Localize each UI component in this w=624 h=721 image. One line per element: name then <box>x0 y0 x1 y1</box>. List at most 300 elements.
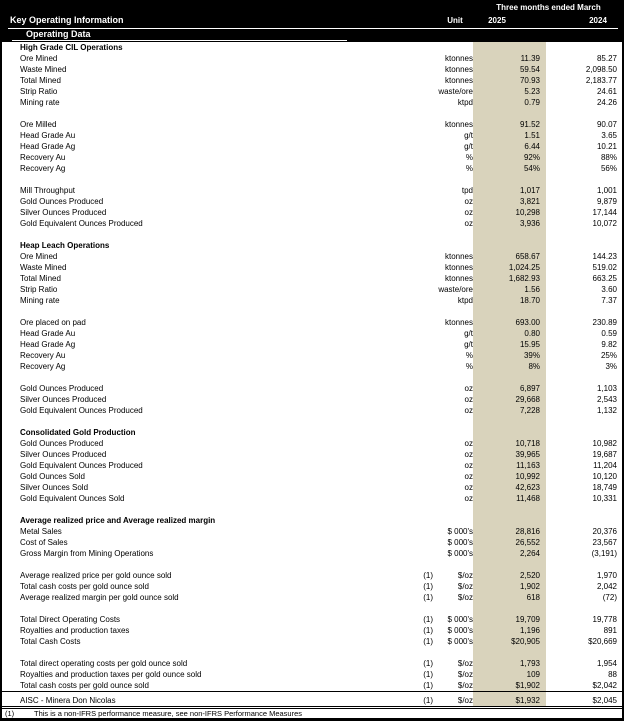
footnote-ref <box>399 317 433 328</box>
table-row <box>2 592 622 603</box>
unit-cell: oz <box>464 483 473 492</box>
value-2025: 1,902 <box>473 581 546 592</box>
unit-cell: oz <box>464 197 473 206</box>
value-2025 <box>473 229 546 240</box>
footnote-ref: (1) <box>423 696 433 705</box>
row-label: Waste Mined <box>20 65 67 74</box>
footnote-ref <box>399 306 433 317</box>
row-label: High Grade CIL Operations <box>20 43 123 52</box>
table-row <box>2 449 622 460</box>
footnote-ref: (1) <box>423 571 433 580</box>
value-2025: 1,682.93 <box>473 273 546 284</box>
table-row <box>2 152 622 163</box>
value-2024: 230.89 <box>592 318 617 327</box>
spacer-row <box>2 647 622 658</box>
unit-cell: $ 000's <box>447 549 473 558</box>
unit-cell: ktonnes <box>444 263 473 272</box>
row-label: Recovery Au <box>20 351 66 360</box>
footnote-ref: (1) <box>423 637 433 646</box>
row-label <box>2 174 399 185</box>
value-2024: 10.21 <box>596 142 617 151</box>
value-2024 <box>546 416 622 427</box>
value-2025: $1,902 <box>473 680 546 691</box>
row-label: Gold Equivalent Ounces Produced <box>20 406 143 415</box>
footnote-ref <box>399 218 433 229</box>
unit-cell: g/t <box>464 131 473 140</box>
unit-cell: % <box>465 153 473 162</box>
value-2025: 54% <box>473 163 546 174</box>
row-label <box>2 603 399 614</box>
value-2025 <box>473 559 546 570</box>
table-row <box>2 273 622 284</box>
footnote-ref <box>399 537 433 548</box>
footnote-ref <box>399 427 433 438</box>
unit-cell: % <box>465 362 473 371</box>
value-2025: 5.23 <box>473 86 546 97</box>
row-label: Head Grade Au <box>20 131 76 140</box>
table-row <box>2 207 622 218</box>
row-label <box>2 108 399 119</box>
value-2025: 109 <box>473 669 546 680</box>
value-2025: 70.93 <box>473 75 546 86</box>
value-2024: 10,331 <box>592 494 617 503</box>
table-row <box>2 537 622 548</box>
value-2024: $2,042 <box>592 681 617 690</box>
row-label <box>2 306 399 317</box>
row-label: Strip Ratio <box>20 87 58 96</box>
row-label: Ore Milled <box>20 120 57 129</box>
row-label: Consolidated Gold Production <box>20 428 136 437</box>
row-label: Gold Equivalent Ounces Sold <box>20 494 125 503</box>
value-2024: 3.60 <box>601 285 617 294</box>
value-2024 <box>546 603 622 614</box>
value-2025: 39% <box>473 350 546 361</box>
value-2025: $20,905 <box>473 636 546 647</box>
value-2024 <box>546 306 622 317</box>
footnote-ref <box>399 108 433 119</box>
unit-cell <box>433 372 473 383</box>
unit-cell: oz <box>464 395 473 404</box>
section-row <box>2 42 622 53</box>
unit-cell: ktpd <box>457 98 473 107</box>
section-row <box>2 240 622 251</box>
value-2025: 28,816 <box>473 526 546 537</box>
value-2024: 9.82 <box>601 340 617 349</box>
row-label <box>2 416 399 427</box>
year-2025-column-header: 2025 <box>488 16 506 25</box>
row-label: Heap Leach Operations <box>20 241 110 250</box>
spacer-row <box>2 229 622 240</box>
value-2025: 6,897 <box>473 383 546 394</box>
table-row <box>2 317 622 328</box>
value-2025: 0.80 <box>473 328 546 339</box>
spacer-row <box>2 108 622 119</box>
value-2024: 519.02 <box>592 263 617 272</box>
value-2024: 25% <box>600 351 617 360</box>
spacer-row <box>2 174 622 185</box>
value-2024: 3% <box>605 362 617 371</box>
footnote-ref <box>399 361 433 372</box>
unit-cell: ktonnes <box>444 274 473 283</box>
unit-cell: g/t <box>464 340 473 349</box>
value-2024: (3,191) <box>591 549 617 558</box>
footnote-ref <box>399 42 433 53</box>
unit-cell <box>433 306 473 317</box>
row-label: Total cash costs per gold ounce sold <box>20 681 149 690</box>
value-2024 <box>546 42 622 53</box>
row-label: Silver Ounces Sold <box>20 483 89 492</box>
value-2024 <box>546 174 622 185</box>
value-2025 <box>473 416 546 427</box>
value-2024: 24.26 <box>596 98 617 107</box>
table-row <box>2 339 622 350</box>
footnote-ref <box>399 152 433 163</box>
unit-cell: ktonnes <box>444 252 473 261</box>
unit-cell: $/oz <box>457 571 473 580</box>
unit-cell: g/t <box>464 329 473 338</box>
row-label: Total direct operating costs per gold ounce sold <box>20 659 188 668</box>
footnote-ref <box>399 482 433 493</box>
value-2025: 29,668 <box>473 394 546 405</box>
table-row <box>2 262 622 273</box>
value-2025: 92% <box>473 152 546 163</box>
footnote-ref <box>399 185 433 196</box>
table-row <box>2 614 622 625</box>
footnote-ref <box>399 163 433 174</box>
row-label: Gold Equivalent Ounces Produced <box>20 461 143 470</box>
value-2025: 2,520 <box>473 570 546 581</box>
table-row <box>2 119 622 130</box>
footnote-ref: (1) <box>423 615 433 624</box>
unit-cell <box>433 174 473 185</box>
spacer-row <box>2 559 622 570</box>
table-row <box>2 695 622 706</box>
row-label: Gold Ounces Produced <box>20 384 104 393</box>
value-2024: 10,982 <box>592 439 617 448</box>
footnote-ref <box>399 603 433 614</box>
footnote-ref <box>399 449 433 460</box>
unit-cell: $/oz <box>457 696 473 705</box>
unit-cell: ktonnes <box>444 65 473 74</box>
value-2024: 56% <box>600 164 617 173</box>
row-label <box>2 504 399 515</box>
value-2025: 39,965 <box>473 449 546 460</box>
row-label: AISC - Minera Don Nicolas <box>20 696 116 705</box>
value-2024: 10,120 <box>592 472 617 481</box>
value-2024: 17,144 <box>592 208 617 217</box>
unit-cell: oz <box>464 384 473 393</box>
footnote-ref <box>399 493 433 504</box>
row-label: Gold Ounces Produced <box>20 197 104 206</box>
footnote-row <box>2 709 622 718</box>
value-2025: 1,196 <box>473 625 546 636</box>
footnote-ref <box>399 174 433 185</box>
unit-cell: oz <box>464 494 473 503</box>
value-2025: 658.67 <box>473 251 546 262</box>
unit-cell: ktonnes <box>444 54 473 63</box>
footnote-ref <box>399 515 433 526</box>
row-label: Total Cash Costs <box>20 637 81 646</box>
value-2025: 0.79 <box>473 97 546 108</box>
table-row <box>2 185 622 196</box>
table-row <box>2 636 622 647</box>
table-row <box>2 86 622 97</box>
table-row <box>2 383 622 394</box>
value-2025 <box>473 603 546 614</box>
value-2025: 26,552 <box>473 537 546 548</box>
value-2025: 10,718 <box>473 438 546 449</box>
page-title: Key Operating Information <box>10 15 124 25</box>
value-2025: $1,932 <box>473 695 546 706</box>
unit-cell: oz <box>464 406 473 415</box>
table-row <box>2 163 622 174</box>
unit-cell: oz <box>464 461 473 470</box>
footnote-ref <box>399 130 433 141</box>
value-2025: 7,228 <box>473 405 546 416</box>
value-2025: 18.70 <box>473 295 546 306</box>
footnote-ref <box>399 416 433 427</box>
value-2024: 18,749 <box>592 483 617 492</box>
spacer-row <box>2 416 622 427</box>
unit-cell <box>433 108 473 119</box>
value-2024: 11,204 <box>593 461 617 470</box>
row-label: Silver Ounces Produced <box>20 208 107 217</box>
unit-cell: $ 000's <box>447 637 473 646</box>
row-label: Head Grade Au <box>20 329 76 338</box>
value-2024: 1,132 <box>596 406 617 415</box>
footnote-ref <box>399 207 433 218</box>
row-label: Total Mined <box>20 76 61 85</box>
value-2024: 144.23 <box>592 252 617 261</box>
table-row <box>2 361 622 372</box>
value-2025 <box>473 174 546 185</box>
table-row <box>2 625 622 636</box>
period-label: Three months ended March <box>496 3 601 12</box>
unit-cell <box>433 416 473 427</box>
table-row <box>2 141 622 152</box>
footnote-ref <box>399 350 433 361</box>
row-label: Silver Ounces Produced <box>20 450 107 459</box>
row-label: Recovery Ag <box>20 362 66 371</box>
row-label: Head Grade Ag <box>20 142 76 151</box>
value-2024: 19,687 <box>592 450 617 459</box>
value-2024 <box>546 515 622 526</box>
value-2024: 2,543 <box>596 395 617 404</box>
value-2024: 88 <box>608 670 617 679</box>
value-2024: 23,567 <box>592 538 617 547</box>
row-label: Average realized margin per gold ounce sold <box>20 593 179 602</box>
footnote-ref <box>399 251 433 262</box>
unit-cell <box>433 240 473 251</box>
value-2024: 10,072 <box>592 219 617 228</box>
footnote-ref <box>399 119 433 130</box>
footnote-ref <box>399 394 433 405</box>
value-2025 <box>473 306 546 317</box>
value-2025: 3,936 <box>473 218 546 229</box>
footnote-ref <box>399 284 433 295</box>
value-2025: 11,468 <box>473 493 546 504</box>
value-2024 <box>546 229 622 240</box>
footnote-ref <box>399 141 433 152</box>
value-2024 <box>546 504 622 515</box>
value-2024 <box>546 240 622 251</box>
table-row <box>2 526 622 537</box>
footnote-ref <box>399 647 433 658</box>
row-label: Mining rate <box>20 296 60 305</box>
value-2024: 9,879 <box>596 197 617 206</box>
row-label <box>2 559 399 570</box>
value-2025: 6.44 <box>473 141 546 152</box>
unit-cell: ktpd <box>457 296 473 305</box>
unit-cell: ktonnes <box>444 120 473 129</box>
unit-cell: % <box>465 164 473 173</box>
value-2025 <box>473 42 546 53</box>
footnote-ref <box>399 526 433 537</box>
table-row <box>2 97 622 108</box>
value-2024 <box>546 559 622 570</box>
value-2025: 10,992 <box>473 471 546 482</box>
section-subtitle: Operating Data <box>26 29 91 39</box>
row-label: Strip Ratio <box>20 285 58 294</box>
row-label: Mill Throughput <box>20 186 75 195</box>
value-2025 <box>473 647 546 658</box>
value-2024: 1,001 <box>596 186 617 195</box>
value-2025 <box>473 504 546 515</box>
value-2025 <box>473 108 546 119</box>
row-label <box>2 647 399 658</box>
row-label: Gross Margin from Mining Operations <box>20 549 154 558</box>
unit-cell: oz <box>464 219 473 228</box>
header-underline <box>8 28 618 29</box>
unit-cell: $/oz <box>457 670 473 679</box>
row-label: Gold Equivalent Ounces Produced <box>20 219 143 228</box>
table-row <box>2 218 622 229</box>
row-label: Metal Sales <box>20 527 62 536</box>
table-row <box>2 64 622 75</box>
unit-cell: oz <box>464 208 473 217</box>
footnote-ref <box>399 328 433 339</box>
row-label: Average realized price and Average realized margin <box>20 516 216 525</box>
value-2025 <box>473 515 546 526</box>
footnote-marker: (1) <box>5 709 15 718</box>
footnote-ref <box>399 504 433 515</box>
unit-cell: waste/ore <box>438 87 473 96</box>
table-row <box>2 581 622 592</box>
table-row <box>2 328 622 339</box>
table-row <box>2 405 622 416</box>
unit-cell: $/oz <box>457 582 473 591</box>
row-label: Total Direct Operating Costs <box>20 615 121 624</box>
value-2024: 2,183.77 <box>585 76 617 85</box>
footnote-ref: (1) <box>423 593 433 602</box>
footnote-ref <box>399 438 433 449</box>
row-label: Recovery Au <box>20 153 66 162</box>
footnote-ref <box>399 97 433 108</box>
footnote-ref: (1) <box>423 626 433 635</box>
unit-cell: tpd <box>461 186 473 195</box>
value-2025: 1,024.25 <box>473 262 546 273</box>
value-2024: 88% <box>600 153 617 162</box>
value-2024: 663.25 <box>592 274 617 283</box>
value-2025: 59.54 <box>473 64 546 75</box>
value-2024: 2,042 <box>596 582 617 591</box>
footnote-ref <box>399 471 433 482</box>
row-label: Royalties and production taxes <box>20 626 130 635</box>
row-label: Ore placed on pad <box>20 318 86 327</box>
value-2024: 0.59 <box>601 329 617 338</box>
row-label: Ore Mined <box>20 54 58 63</box>
value-2024 <box>546 647 622 658</box>
footnote-ref <box>399 196 433 207</box>
value-2024: 1,954 <box>596 659 617 668</box>
value-2024: 2,098.50 <box>585 65 617 74</box>
value-2025: 1,793 <box>473 658 546 669</box>
value-2025: 1.56 <box>473 284 546 295</box>
value-2025 <box>473 240 546 251</box>
value-2025: 15.95 <box>473 339 546 350</box>
table-row <box>2 394 622 405</box>
footnote-ref <box>399 383 433 394</box>
footnote-ref <box>399 548 433 559</box>
unit-cell: ktonnes <box>444 76 473 85</box>
unit-cell: $ 000's <box>447 615 473 624</box>
row-label: Head Grade Ag <box>20 340 76 349</box>
value-2024: 19,778 <box>592 615 617 624</box>
unit-cell: $ 000's <box>447 626 473 635</box>
spacer-row <box>2 306 622 317</box>
value-2024: 24.61 <box>596 87 617 96</box>
footnote-ref <box>399 295 433 306</box>
value-2025 <box>473 427 546 438</box>
unit-cell <box>433 504 473 515</box>
table-row <box>2 75 622 86</box>
spacer-row <box>2 603 622 614</box>
value-2024: 7.37 <box>601 296 617 305</box>
table-row <box>2 570 622 581</box>
unit-cell: $/oz <box>457 681 473 690</box>
footnote-ref <box>399 229 433 240</box>
row-label: Gold Ounces Sold <box>20 472 85 481</box>
unit-cell <box>433 559 473 570</box>
spacer-row <box>2 504 622 515</box>
unit-cell: oz <box>464 450 473 459</box>
table-row <box>2 284 622 295</box>
value-2025: 1.51 <box>473 130 546 141</box>
value-2024: $2,045 <box>592 696 617 705</box>
unit-cell: % <box>465 351 473 360</box>
value-2025: 10,298 <box>473 207 546 218</box>
row-label: Recovery Ag <box>20 164 66 173</box>
footnote-ref <box>399 559 433 570</box>
footnote-ref <box>399 460 433 471</box>
unit-cell: ktonnes <box>444 318 473 327</box>
value-2025: 1,017 <box>473 185 546 196</box>
section-row <box>2 427 622 438</box>
subtitle-underline <box>12 40 347 41</box>
footnote-ref <box>399 405 433 416</box>
row-label: Mining rate <box>20 98 60 107</box>
row-label: Royalties and production taxes per gold ounce sold <box>20 670 202 679</box>
section-row <box>2 515 622 526</box>
unit-cell: oz <box>464 472 473 481</box>
value-2024: 1,103 <box>596 384 617 393</box>
footnote-ref <box>399 372 433 383</box>
row-label: Gold Ounces Produced <box>20 439 104 448</box>
value-2025 <box>473 372 546 383</box>
spacer-row <box>2 372 622 383</box>
report-header <box>2 0 622 42</box>
unit-cell: g/t <box>464 142 473 151</box>
